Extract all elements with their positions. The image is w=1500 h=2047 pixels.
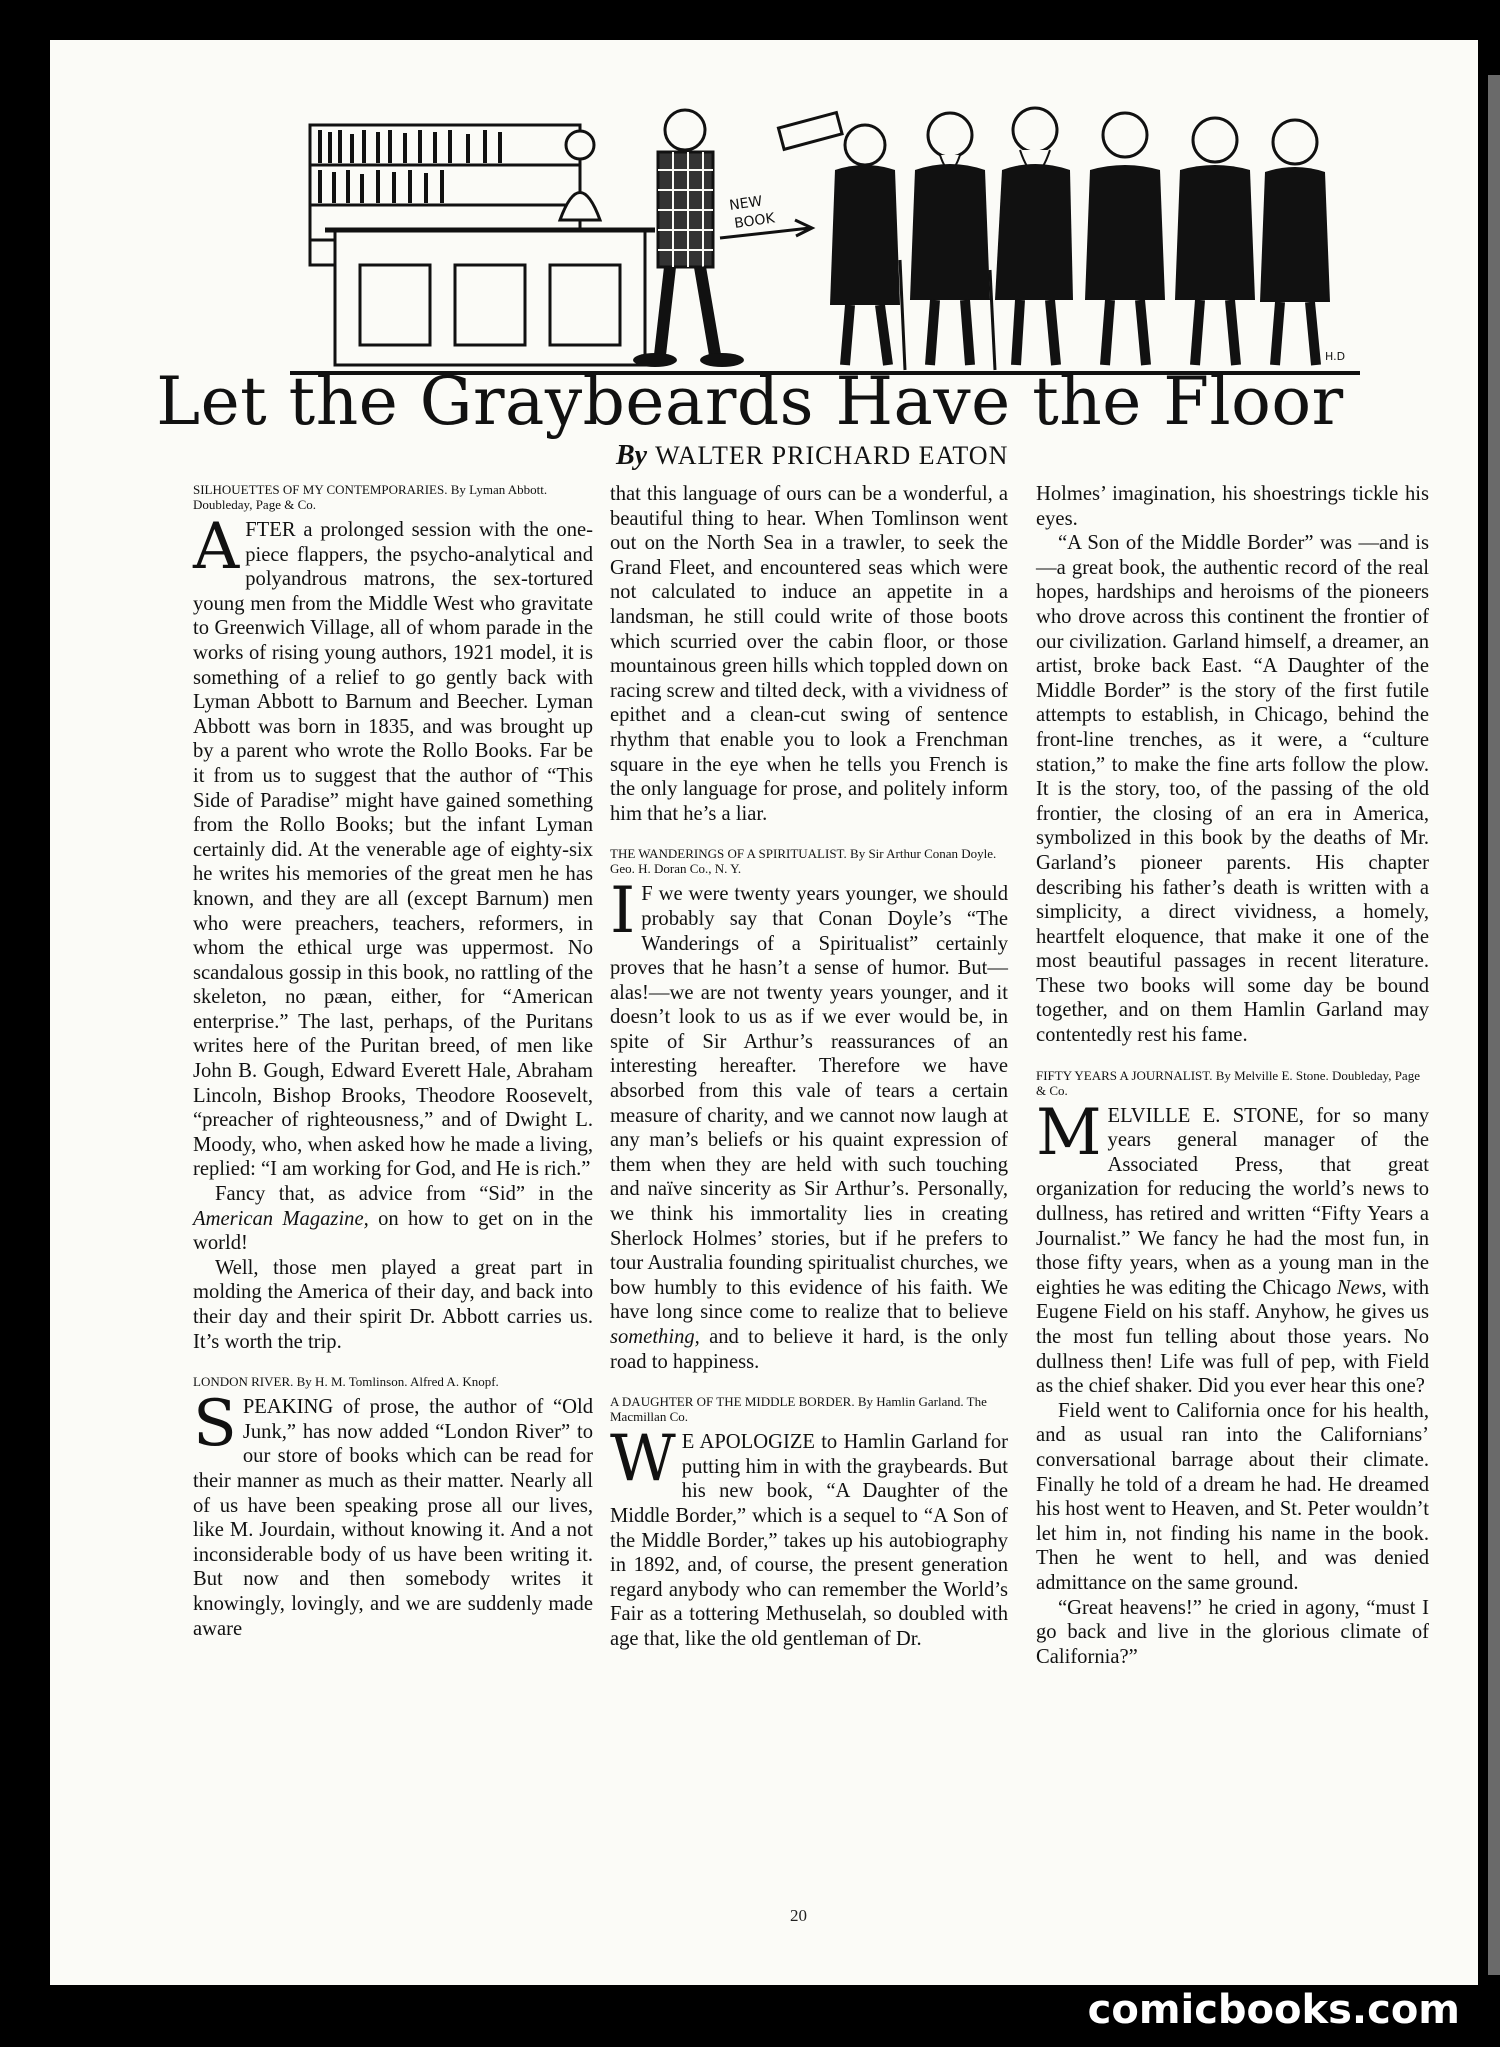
drop-cap: M <box>1036 1095 1102 1170</box>
review-header: THE WANDERINGS OF A SPIRITUALIST. By Sir Arthur Conan Doyle. Geo. H. Doran Co., N. Y. <box>610 846 997 877</box>
review-header: SILHOUETTES OF MY CONTEMPORARIES. By Lyman Abbott. Doubleday, Page & Co. <box>193 482 548 512</box>
book <box>778 113 842 150</box>
review-header: FIFTY YEARS A JOURNALIST. By Melville E. Stone. Doubleday, Page & Co. <box>1036 1067 1420 1098</box>
review-paragraph: AFTER a prolonged session with the one-piece flappers, the psycho-analytical and polyandrous matrons, the sex-tortured young men from the Middle West who gravitate to Greenwich Village, all of whom parade in the works of rising young authors, 1921 model, it is something of a relief to go gently back with Lyman Abbott to Barnum and Beecher. Lyman Abbott was born in 1835, and was brought up by a parent who wrote the Rollo Books. Far be it from us to suggest that the author of “This Side of Paradise” might have gained something from the Rollo Books; but the infant Lyman certainly did. At the venerable age of eighty-six he writes his memories of the great men he has known, and they are all (except Barnum) men who were preachers, teachers, reformers, in whom the ethical urge was uppermost. No scandalous gossip in this book, no rattling of the skeleton, no pæan, either, for “American enterprise.” The last, perhaps, of the Puritans writes here of the Puritan breed, of men like John B. Gough, Edward Everett Hale, Abraham Lincoln, Bishop Brooks, Theodore Roosevelt, “preacher of righteousness,” and of Dwight L. Moody, who, when asked how he made a living, replied: “I am working for God, and He is rich.” <box>193 510 593 1181</box>
review-paragraph: SPEAKING of prose, the author of “Old Junk,” has now added “London River” to our store of books which can be read for their manner as much as their matter. Nearly all of us have been speaking prose all our lives, like M. Jourdain, without knowing it. And a not inconsiderable body of us have been writing it. But now and then somebody writes it knowingly, lovingly, and we are suddenly made aware <box>193 1387 593 1640</box>
byline-author: WALTER PRICHARD EATON <box>655 441 1009 470</box>
review-paragraph: Field went to California once for his health, and as usual ran into the Californians’ conversational barrage about their climate. Finally he told of a dream he had. He dreamed his host went to Heaven, and St. Peter wouldn’t let him in, not finding his name in the book. Then he went to hell, and was denied admittance on the same ground. <box>1036 1399 1429 1594</box>
review-paragraph: “Great heavens!” he cried in agony, “must I go back and live in the glorious climate of California?” <box>1036 1596 1429 1668</box>
review-paragraph: “A Son of the Middle Border” was —and is—a great book, the authentic record of the real hopes, hardships and heroisms of the pioneers who drove across this continent the frontier of our civilization. Garland himself, a dreamer, an artist, broke back East. “A Daughter of the Middle Border” is the story of the first futile attempts to establish, in Chicago, behind the front-line trenches, as it were, a “culture station,” to make the fine arts follow the plow. It is the story, too, of the passing of the old frontier, the closing of an era in America, symbolized in this book by the deaths of Mr. Garland’s pioneer parents. His chapter describing his father’s death is written with a simplicity, a direct vividness, a homely, heartfelt eloquence, that make it one of the most beautiful passages in recent literature. These two books will some day be bound together, and on them Hamlin Garland may contentedly rest his fame. <box>1036 532 1429 1047</box>
review-paragraph: Holmes’ imagination, his shoestrings tickle his eyes. <box>1036 483 1429 530</box>
page-binding-edge <box>1488 75 1500 1975</box>
drop-cap: I <box>610 874 636 949</box>
article-title: Let the Graybeards Have the Floor <box>156 363 1344 440</box>
review-paragraph: I F we were twenty years younger, we should probably say that Conan Doyle’s “The Wanderings of a Spiritualist” certainly proves that he hasn’t a sense of humor. But—alas!—we are not twenty years younger, and it doesn’t look to us as if we ever would be, in spite of Sir Arthur’s reassurances of an interesting hereafter. Therefore we have absorbed from this vale of tears a certain measure of charity, and we cannot now laugh at any man’s beliefs or his quaint expression of them when they are held with such touching and naïve sincerity as Sir Arthur’s. Personally, we think his immortality lies in creating Sherlock Holmes’ stories, but if he prefers to tour Australia founding spiritualist churches, we bow humbly to this evidence of his faith. We have long since come to realize that to believe something, and to believe it hard, is the only road to happiness. <box>610 874 1008 1373</box>
review-paragraph: Well, those men played a great part in molding the America of their day, and back into their day and their spirit Dr. Abbott carries us. It’s worth the trip. <box>193 1256 593 1353</box>
review-paragraph: that this language of ours can be a wonderful, a beautiful thing to hear. When Tomlinson went out on the North Sea in a trawler, to seek the Grand Fleet, and encountered seas which were not calculated to induce an appetite in a landsman, he still could write of those boots which scurried over the cabin floor, or those mountainous green hills which toppled down on racing screw and tilted deck, with a vividness of epithet and a clean-cut swing of sentence rhythm that enable you to look a Frenchman square in the eye when he tells you French is the only language for prose, and politely inform him that he’s a liar. <box>610 483 1008 825</box>
review-header: A DAUGHTER OF THE MIDDLE BORDER. By Hamlin Garland. The Macmillan Co. <box>610 1394 987 1425</box>
review-header: LONDON RIVER. By H. M. Tomlinson. Alfred A. Knopf. <box>193 1374 499 1390</box>
drop-cap: A <box>193 510 240 584</box>
svg-text:NEW: NEW <box>728 193 764 214</box>
byline <box>616 440 1008 472</box>
column-3 <box>1036 482 1429 1669</box>
watermark: comicbooks.com <box>1087 1987 1460 2033</box>
drop-cap: W <box>610 1422 676 1497</box>
drop-cap: S <box>193 1387 237 1462</box>
graybeards-group <box>830 108 1330 370</box>
page-number: 20 <box>790 1906 807 1925</box>
byline-by: By <box>616 440 648 471</box>
review-paragraph: Fancy that, as advice from “Sid” in the American Magazine, on how to get on in the world! <box>193 1183 593 1255</box>
column-2 <box>610 482 1008 1652</box>
illustrator-signature: H.D <box>1325 350 1346 363</box>
column-1 <box>193 482 593 1641</box>
review-paragraph: MELVILLE E. STONE, for so many years general manager of the Associated Press, that great organization for reducing the world’s news to dullness, has retired and written “Fifty Years a Journalist.” We fancy he had the most fun, in those fifty years, when as a young man in the eighties he was editing the Chicago News, with Eugene Field on his staff. Anyhow, he gives us the most fun telling about those years. No dullness then! Life was full of pep, with Field as the chief shaker. Did you ever hear this one? <box>1036 1095 1429 1398</box>
review-paragraph: W E APOLOGIZE to Hamlin Garland for putting him in with the graybeards. But his new book, “A Daughter of the Middle Border,” which is a sequel to “A Son of the Middle Border,” takes up his autobiography in 1892, and, of course, the present generation regard anybody who can remember the World’s Fair as a tottering Methuselah, so doubled with age that, like the old gentleman of Dr. <box>610 1422 1008 1650</box>
header-illustration <box>290 70 1360 385</box>
new-book-sign <box>720 193 812 238</box>
svg-text:BOOK: BOOK <box>733 210 776 232</box>
